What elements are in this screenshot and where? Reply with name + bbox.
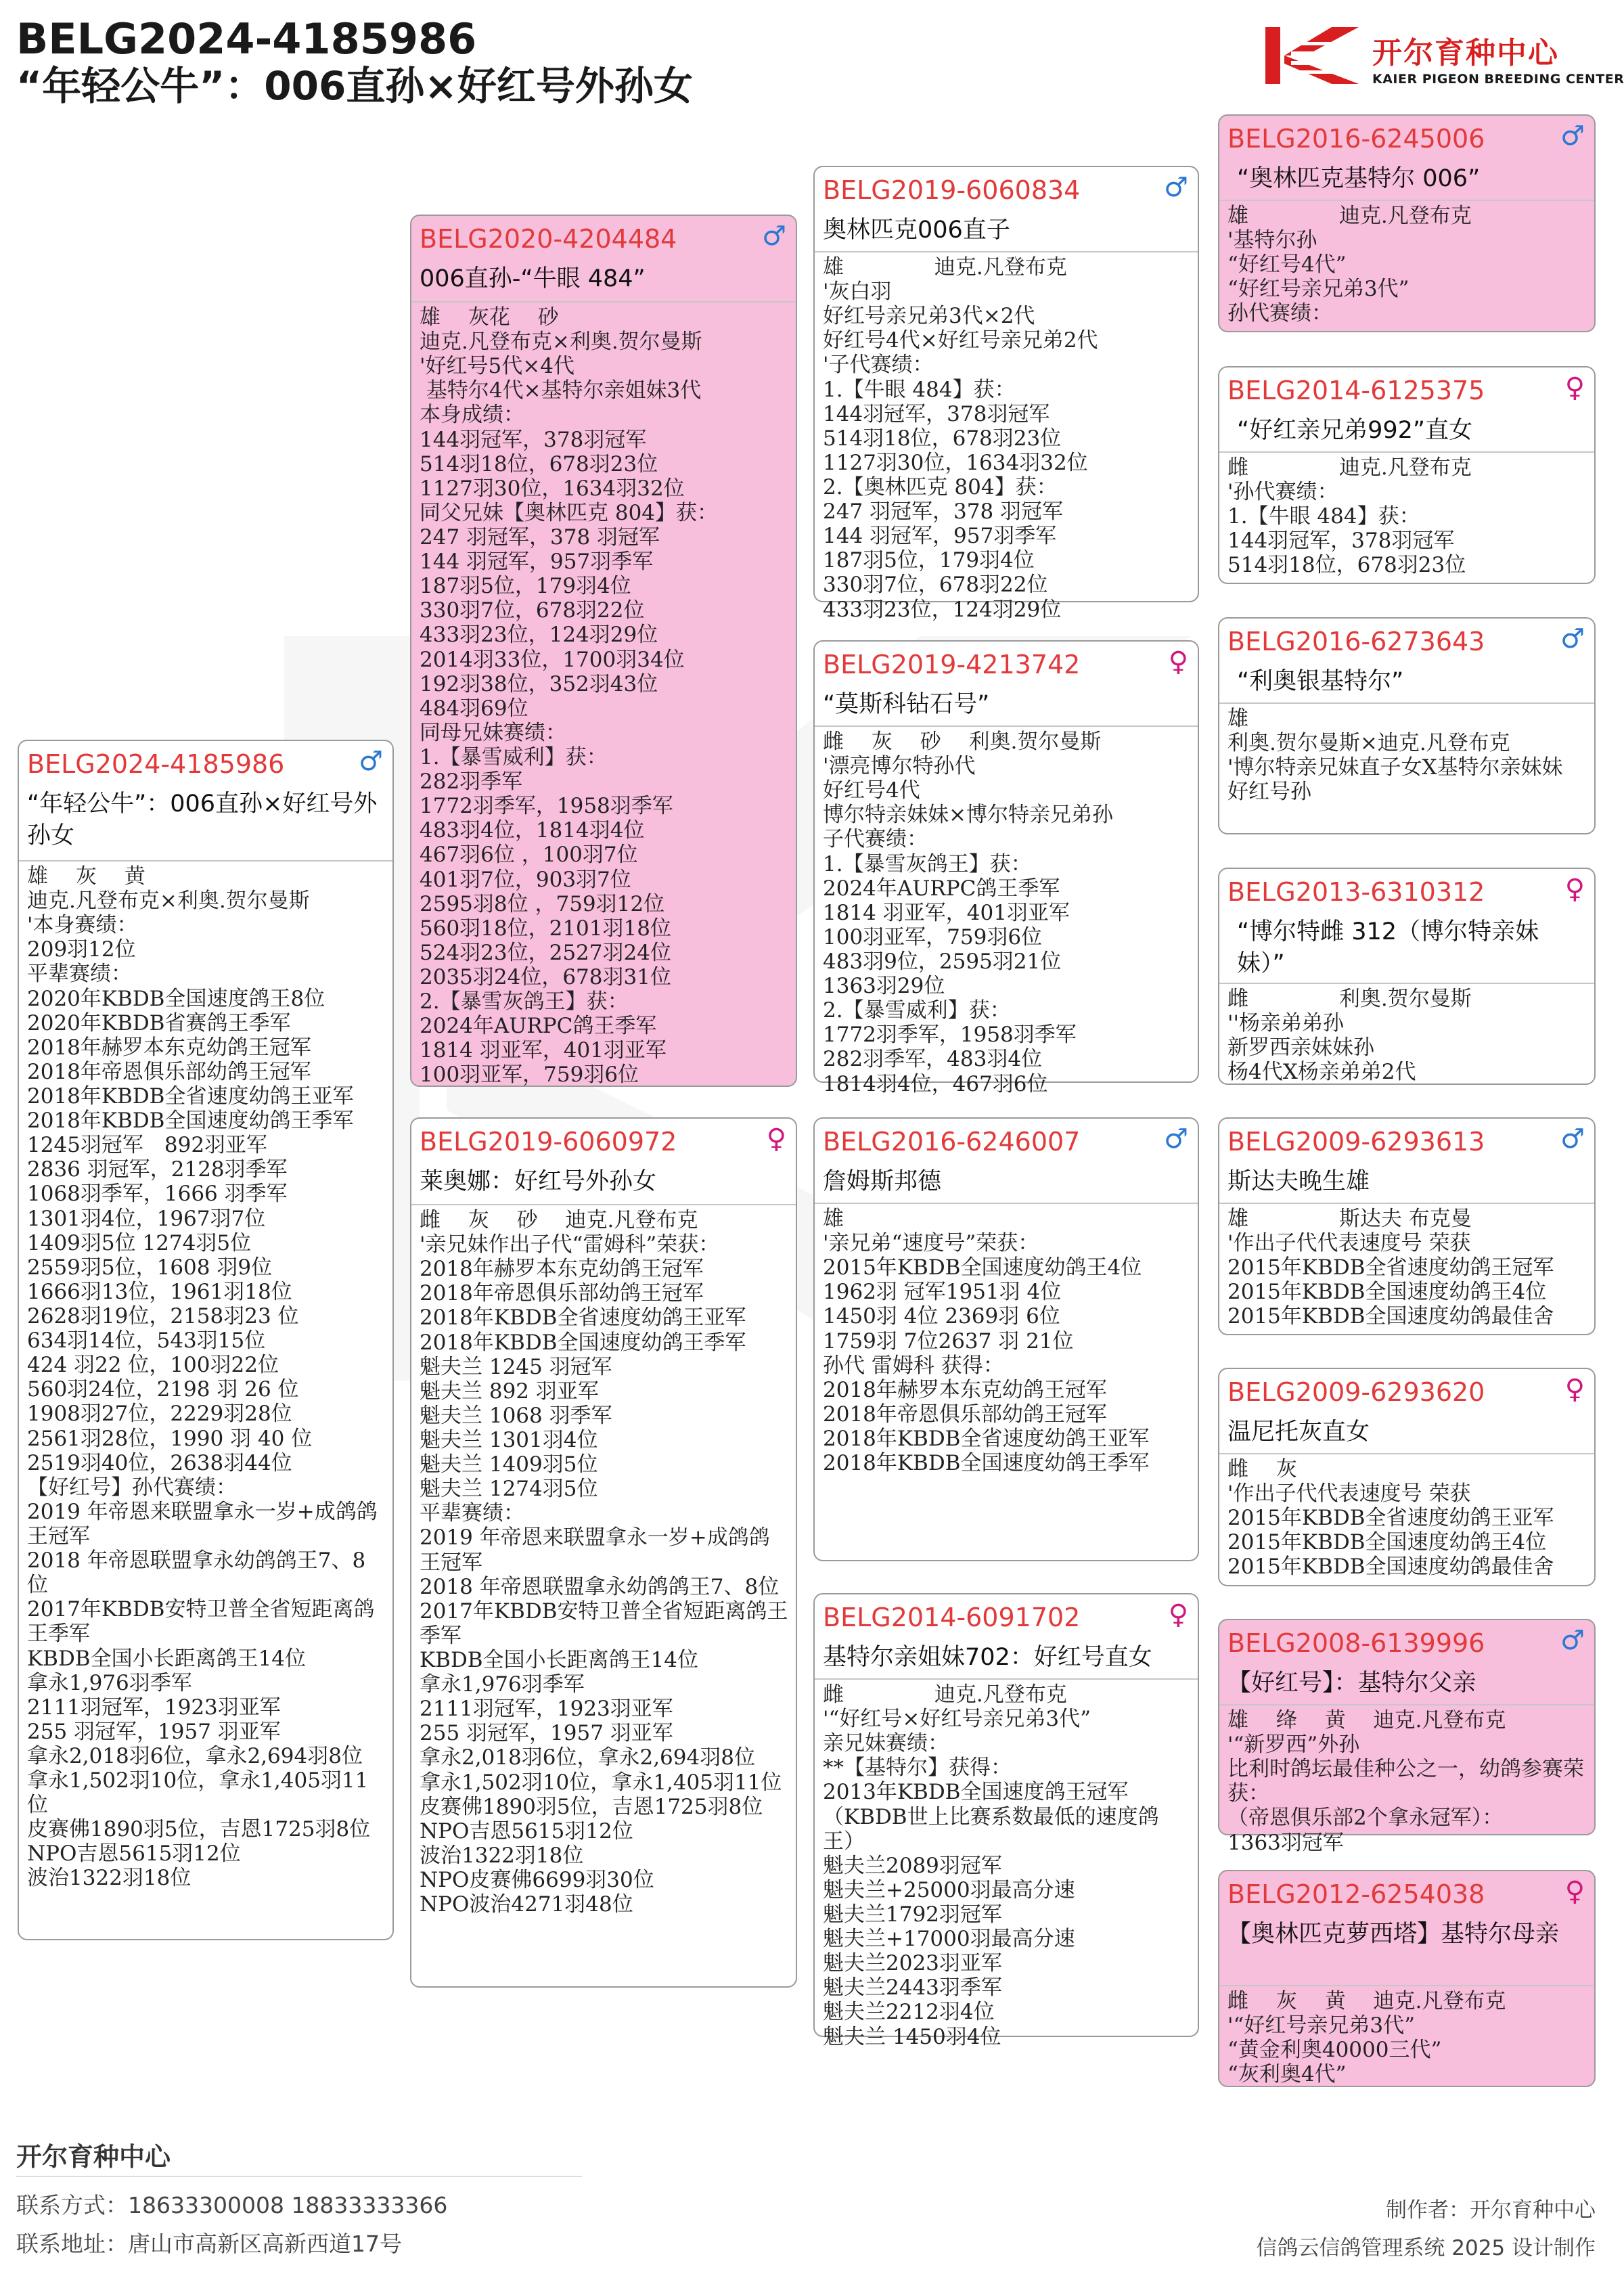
ring-number: BELG2014-6125375 (1227, 376, 1485, 405)
footer-system: 信鸽云信鸽管理系统 2025 设计制作 (1256, 2236, 1596, 2260)
pigeon-details: 雄 迪克.凡登布克 '灰白羽 好红号亲兄弟3代×2代 好红号4代×好红号亲兄弟2代 '子代赛绩： 1.【牛眼 484】获： 144羽冠军，378羽冠军 514羽18位，678羽23位 1127羽30位，1634羽32位 2.【奥林匹克 804】获： 247 羽冠军，378 羽冠军 144 羽冠军，957羽季军 187羽5位，179羽4位 330羽7位，678羽22位 433羽23位，124羽29位 (823, 255, 1098, 622)
pigeon-details: 雄 利奥.贺尔曼斯×迪克.凡登布克 '博尔特亲兄妹直子女X基特尔亲妹妹 好红号孙 (1227, 707, 1563, 805)
ring-number: BELG2024-4185986 (27, 749, 285, 779)
pigeon-name: 006直孙-“牛眼 484” (420, 265, 646, 292)
female-symbol-icon: ♀ (1564, 372, 1585, 403)
pigeon-details: 雌 灰 黄 迪克.凡登布克 '“好红号亲兄弟3代” “黄金利奥40000三代” “灰利奥4代” (1227, 1989, 1506, 2087)
pigeon-card-dds[interactable] (1218, 1619, 1596, 1855)
pedigree-name-title: “年轻公牛”：006直孙×好红号外孙女 (16, 63, 693, 109)
ring-number: BELG2019-6060834 (823, 175, 1081, 205)
pigeon-card-sire[interactable] (410, 215, 797, 1087)
pigeon-card-ddd[interactable] (1218, 1870, 1596, 2087)
pigeon-details: 雄 灰花 砂 迪克.凡登布克×利奥.贺尔曼斯 '好红号5代×4代 基特尔4代×基特尔亲姐妹3代 本身成绩： 144羽冠军，378羽冠军 514羽18位，678羽23位 1127羽30位，1634羽32位 同父兄妹【奥林匹克 804】获： 247 羽冠军，378 羽冠军 144 羽冠军，957羽季军 187羽5位，179羽4位 330羽7位，678羽22位 433羽23位，124羽29位 2014羽33位，1700羽34位 192羽38位，352羽43位 484羽69位 同母兄妹赛绩： 1.【暴雪威利】获： 282羽季军 1772羽季军，1958羽季军 483羽4位，1814羽4位 467羽6位 ，100羽7位 401羽7位，903羽7位 2595羽8位 ，759羽12位 560羽18位，2101羽18位 524羽23位，2527羽24位 2035羽24位，678羽31位 2.【暴雪灰鸽王】获： 2024年AURPC鸽王季军 1814 羽亚军，401羽亚军 100羽亚军，759羽6位 (420, 305, 719, 1088)
footer-maker: 制作者：开尔育种中心 (1386, 2198, 1596, 2222)
pigeon-name: “奥林匹克基特尔 006” (1237, 165, 1481, 192)
pigeon-details: 雌 灰 砂 利奥.贺尔曼斯 '漂亮博尔特孙代 好红号4代 博尔特亲妹妹×博尔特亲兄弟孙 子代赛绩： 1.【暴雪灰鸽王】获： 2024年AURPC鸽王季军 1814 羽亚军，401羽亚军 100羽亚军，759羽6位 483羽9位，2595羽21位 1363羽29位 2.【暴雪威利】获： 1772羽季军，1958羽季军 282羽季军，483羽4位 1814羽4位，467羽6位 (823, 730, 1113, 1096)
pigeon-name: “年轻公牛”：006直孙×好红号外孙女 (27, 790, 378, 850)
divider (1219, 451, 1594, 453)
pigeon-details: 雌 利奥.贺尔曼斯 ''杨亲弟弟孙 新罗西亲妹妹孙 杨4代X杨亲弟弟2代 (1227, 987, 1472, 1085)
female-symbol-icon: ♀ (1564, 1374, 1585, 1405)
male-symbol-icon: ♂ (1560, 120, 1585, 152)
ring-number: BELG2016-6246007 (823, 1127, 1081, 1157)
pigeon-name: “博尔特雌 312（博尔特亲妹妹）” (1237, 918, 1539, 978)
pigeon-card-dam[interactable] (410, 1117, 797, 1988)
pigeon-card-dsd[interactable] (1218, 1368, 1596, 1586)
pigeon-details: 雄 绛 黄 迪克.凡登布克 '“新罗西”外孙 比利时鸽坛最佳种公之一，幼鸽参赛荣获： （帝恩俱乐部2个拿永冠军）： 1363羽冠军 (1227, 1708, 1584, 1855)
logo-text-en: KAIER PIGEON BREEDING CENTER (1372, 72, 1624, 87)
logo-text-zh: 开尔育种中心 (1372, 36, 1559, 70)
footer-address: 联系地址：唐山市高新区高新西道17号 (16, 2231, 402, 2257)
female-symbol-icon: ♀ (1168, 646, 1188, 677)
footer-organization: 开尔育种中心 (16, 2142, 171, 2172)
ring-number: BELG2016-6245006 (1227, 124, 1485, 154)
divider (19, 860, 392, 862)
kaier-logo (1264, 24, 1624, 92)
female-symbol-icon: ♀ (1564, 1876, 1585, 1907)
footer-divider (16, 2176, 582, 2177)
female-symbol-icon: ♀ (1168, 1599, 1188, 1630)
pigeon-details: 雄 斯达夫 布克曼 '作出子代代表速度号 荣获 2015年KBDB全省速度幼鸽王冠军 2015年KBDB全国速度幼鸽王4位 2015年KBDB全国速度幼鸽最佳舍 (1227, 1207, 1554, 1329)
pigeon-card-subject[interactable] (18, 740, 394, 1940)
female-symbol-icon: ♀ (1564, 874, 1585, 905)
divider (411, 1204, 796, 1205)
ring-number: BELG2009-6293620 (1227, 1377, 1485, 1407)
pigeon-details: 雄 灰 黄 迪克.凡登布克×利奥.贺尔曼斯 '本身赛绩： 209羽12位 平辈赛绩： 2020年KBDB全国速度鸽王8位 2020年KBDB省赛鸽王季军 2018年赫罗本东克幼鸽王冠军 2018年帝恩俱乐部幼鸽王冠军 2018年KBDB全省速度幼鸽王亚军 2018年KBDB全国速度幼鸽王季军 1245羽冠军 892羽亚军 2836 羽冠军，2128羽季军 1068羽季军，1666 羽季军 1301羽4位，1967羽7位 1409羽5位 1274羽5位 2559羽5位，1608 羽9位 1666羽13位，1961羽18位 2628羽19位，2158羽23 位 634羽14位，543羽15位 424 羽22 位，100羽22位 560羽24位，2198 羽 26 位 1908羽27位，2229羽28位 2561羽28位，1990 羽 40 位 2519羽40位，2638羽44位 【好红号】孙代赛绩： 2019 年帝恩来联盟拿永一岁+成鸽鸽王冠军 2018 年帝恩联盟拿永幼鸽鸽王7、8位 2017年KBDB安特卫普全省短距离鸽王季军 KBDB全国小长距离鸽王14位 拿永1,976羽季军 2111羽冠军，1923羽亚军 255 羽冠军，1957 羽亚军 拿永2,018羽6位，拿永2,694羽8位 拿永1,502羽10位，拿永1,405羽11位 皮赛佛1890羽5位，吉恩1725羽8位 NPO吉恩5615羽12位 波治1322羽18位 (27, 864, 378, 1891)
pigeon-name: 斯达夫晚生雄 (1227, 1168, 1370, 1195)
pigeon-name: 【好红号】：基特尔父亲 (1227, 1670, 1476, 1697)
pigeon-card-sdd[interactable] (1218, 868, 1596, 1085)
pigeon-details: 雄 '亲兄弟“速度号”荣获： 2015年KBDB全国速度幼鸽王4位 1962羽 冠军1951羽 4位 1450羽 4位 2369羽 6位 1759羽 7位2637 羽 21位 孙代 雷姆科 获得： 2018年赫罗本东克幼鸽王冠军 2018年帝恩俱乐部幼鸽王冠军 2018年KBDB全省速度幼鸽王亚军 2018年KBDB全国速度幼鸽王季军 (823, 1207, 1150, 1476)
divider (411, 301, 796, 303)
divider (1219, 200, 1594, 201)
pigeon-details: 雌 迪克.凡登布克 '“好红号×好红号亲兄弟3代” 亲兄妹赛绩： **【基特尔】获得： 2013年KBDB全国速度鸽王冠军 （KBDB世上比赛系数最低的速度鸽王） 魁夫兰2089羽冠军 魁夫兰+25000羽最高分速 魁夫兰1792羽冠军 魁夫兰+17000羽最高分速 魁夫兰2023羽亚军 魁夫兰2443羽季军 魁夫兰2212羽4位 魁夫兰 1450羽4位 (823, 1682, 1159, 2049)
male-symbol-icon: ♂ (1164, 1123, 1188, 1155)
footer-contact: 联系方式：18633300008 18833333366 (16, 2192, 448, 2218)
divider (815, 725, 1198, 727)
pigeon-name: 莱奥娜：好红号外孙女 (420, 1168, 657, 1195)
male-symbol-icon: ♂ (1560, 1123, 1585, 1155)
kaier-k-logo-icon (1264, 24, 1366, 89)
male-symbol-icon: ♂ (1164, 172, 1188, 203)
pigeon-card-ssd[interactable] (1218, 366, 1596, 584)
pigeon-name: 温尼托灰直女 (1227, 1418, 1370, 1446)
divider (1219, 1985, 1594, 1986)
pigeon-card-dam-sire[interactable] (813, 1117, 1199, 1561)
ring-number: BELG2008-6139996 (1227, 1628, 1485, 1658)
divider (815, 1203, 1198, 1204)
divider (1219, 983, 1594, 984)
pedigree-ring-number-title: BELG2024-4185986 (16, 14, 477, 64)
divider (815, 251, 1198, 252)
ring-number: BELG2020-4204484 (420, 224, 677, 254)
ring-number: BELG2014-6091702 (823, 1603, 1081, 1632)
divider (1219, 702, 1594, 704)
ring-number: BELG2019-4213742 (823, 650, 1081, 679)
divider (1219, 1704, 1594, 1705)
male-symbol-icon: ♂ (762, 221, 786, 252)
pigeon-name: 【奥林匹克萝西塔】基特尔母亲 (1227, 1921, 1560, 1948)
ring-number: BELG2016-6273643 (1227, 627, 1485, 656)
pigeon-details: 雌 灰 砂 迪克.凡登布克 '亲兄妹作出子代“雷姆科”荣获： 2018年赫罗本东克幼鸽王冠军 2018年帝恩俱乐部幼鸽王冠军 2018年KBDB全省速度幼鸽王亚军 2018年KBDB全国速度幼鸽王季军 魁夫兰 1245 羽冠军 魁夫兰 892 羽亚军 魁夫兰 1068 羽季军 魁夫兰 1301羽4位 魁夫兰 1409羽5位 魁夫兰 1274羽5位 平辈赛绩： 2019 年帝恩来联盟拿永一岁+成鸽鸽王冠军 2018 年帝恩联盟拿永幼鸽鸽王7、8位 2017年KBDB安特卫普全省短距离鸽王季军 KBDB全国小长距离鸽王14位 拿永1,976羽季军 2111羽冠军，1923羽亚军 255 羽冠军，1957 羽亚军 拿永2,018羽6位，拿永2,694羽8位 拿永1,502羽10位，拿永1,405羽11位 皮赛佛1890羽5位，吉恩1725羽8位 NPO吉恩5615羽12位 波治1322羽18位 NPO皮赛佛6699羽30位 NPO波治4271羽48位 (420, 1208, 788, 1917)
pigeon-name: “莫斯科钻石号” (823, 691, 990, 718)
pigeon-name: 詹姆斯邦德 (823, 1168, 942, 1195)
pigeon-name: “利奥银基特尔” (1237, 668, 1404, 695)
pigeon-card-dss[interactable] (1218, 1117, 1596, 1335)
divider (1219, 1453, 1594, 1454)
pigeon-name: 奥林匹克006直子 (823, 217, 1010, 244)
pigeon-card-sire-dam[interactable] (813, 640, 1199, 1096)
pigeon-details: 雌 灰 '作出子代代表速度号 荣获 2015年KBDB全省速度幼鸽王亚军 2015年KBDB全国速度幼鸽王4位 2015年KBDB全国速度幼鸽最佳舍 (1227, 1457, 1554, 1580)
pigeon-card-sire-sire[interactable] (813, 166, 1199, 622)
divider (815, 1678, 1198, 1680)
ring-number: BELG2009-6293613 (1227, 1127, 1485, 1157)
female-symbol-icon: ♀ (766, 1123, 786, 1155)
pigeon-card-sds[interactable] (1218, 617, 1596, 834)
divider (1219, 1203, 1594, 1204)
pigeon-name: 基特尔亲姐妹702：好红号直女 (823, 1644, 1152, 1671)
ring-number: BELG2013-6310312 (1227, 877, 1485, 907)
pigeon-card-sss[interactable] (1218, 114, 1596, 332)
male-symbol-icon: ♂ (359, 746, 383, 777)
male-symbol-icon: ♂ (1560, 623, 1585, 654)
pigeon-name: “好红亲兄弟992”直女 (1237, 417, 1473, 444)
ring-number: BELG2012-6254038 (1227, 1879, 1485, 1909)
ring-number: BELG2019-6060972 (420, 1127, 677, 1157)
pigeon-details: 雌 迪克.凡登布克 '孙代赛绩： 1.【牛眼 484】获： 144羽冠军，378羽冠军 514羽18位，678羽23位 (1227, 455, 1472, 578)
pigeon-card-dam-dam[interactable] (813, 1593, 1199, 2049)
male-symbol-icon: ♂ (1560, 1625, 1585, 1656)
pigeon-details: 雄 迪克.凡登布克 '基特尔孙 “好红号4代” “好红号亲兄弟3代” 孙代赛绩： (1227, 204, 1472, 326)
